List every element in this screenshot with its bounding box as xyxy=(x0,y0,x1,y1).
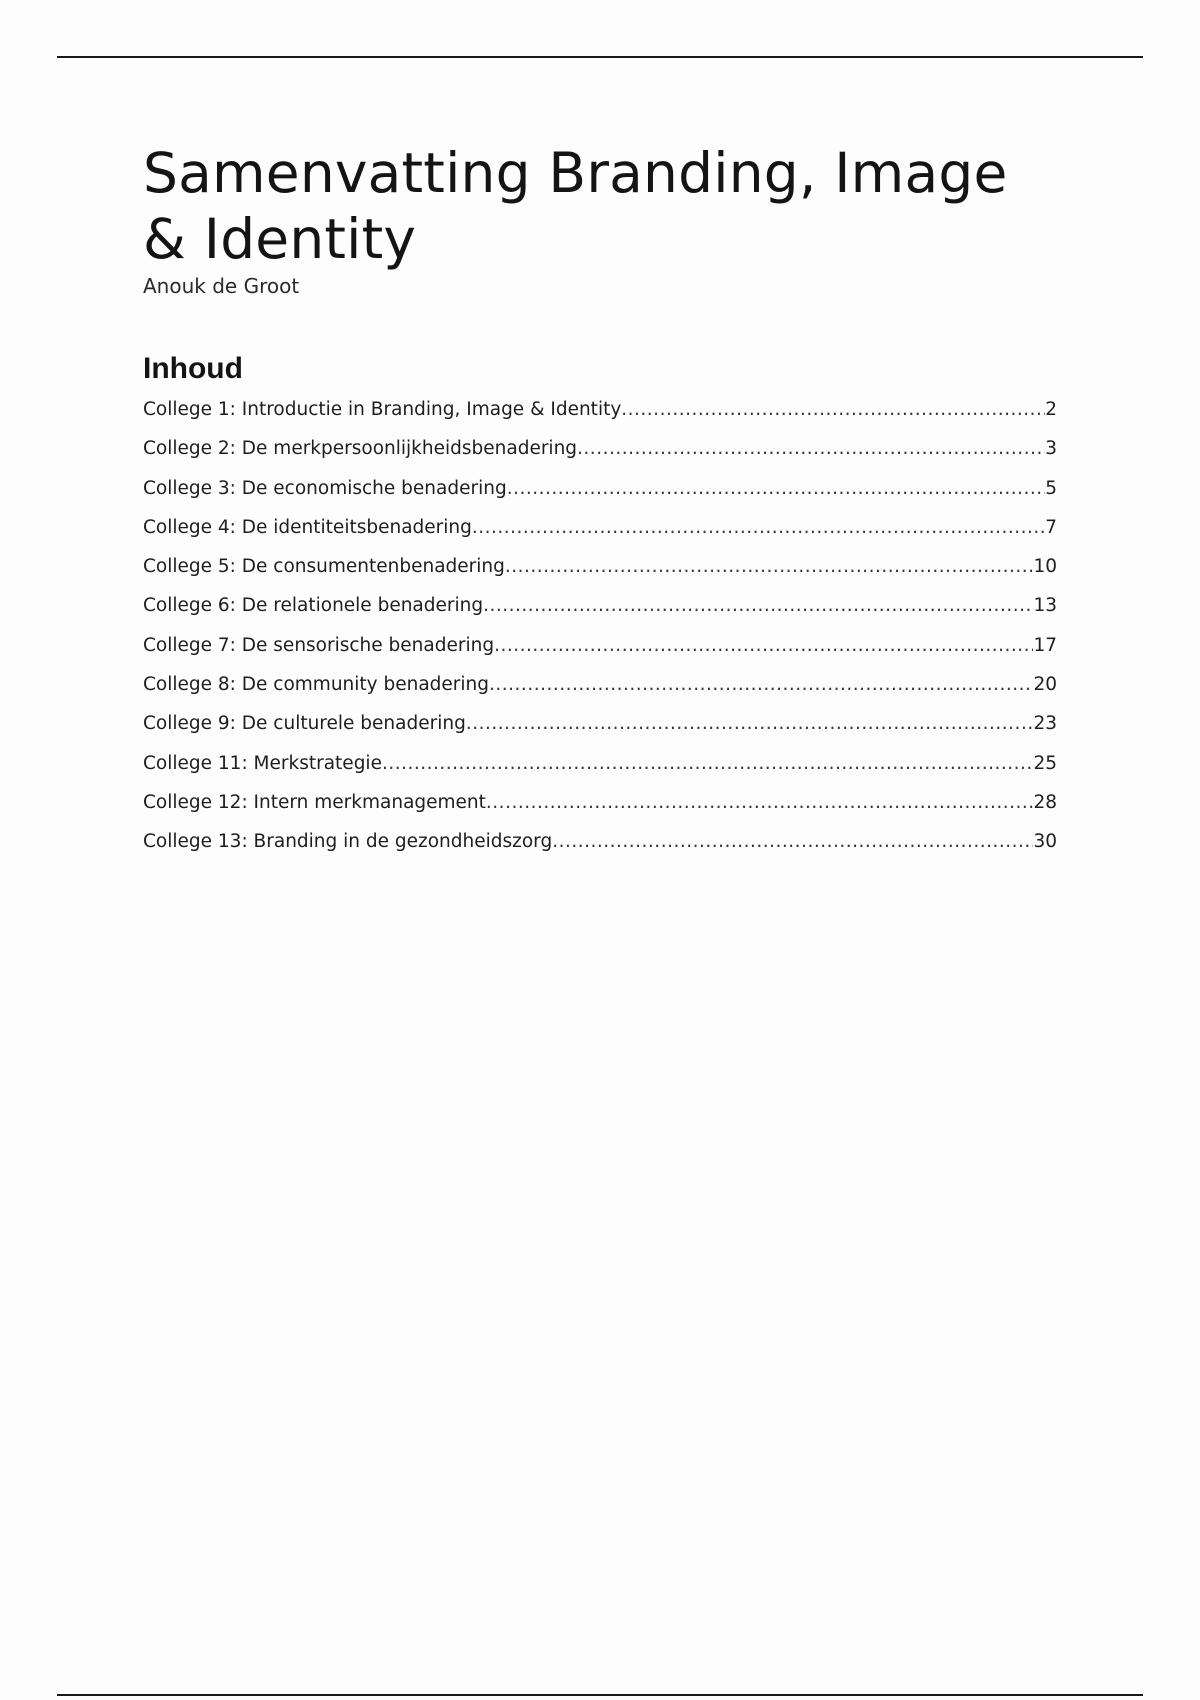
toc-entry-label: College 6: De relationele benadering xyxy=(143,595,484,617)
toc-entry-label: College 11: Merkstrategie xyxy=(143,752,382,774)
toc-entry-label: College 1: Introductie in Branding, Image & Identity xyxy=(143,399,622,420)
toc-dot-leader xyxy=(486,792,1034,813)
toc-dot-leader xyxy=(577,438,1045,459)
toc-entry-label: College 8: De community benadering xyxy=(143,674,490,696)
toc-entry-label: College 5: De consumentenbenadering xyxy=(143,556,505,578)
toc-entry-page: 28 xyxy=(1033,791,1057,813)
toc-entry[interactable] xyxy=(143,556,1057,595)
document-title: Samenvatting Branding, Image & Identity xyxy=(143,141,1008,271)
toc-entry[interactable] xyxy=(143,713,1057,752)
toc-entry-page: 20 xyxy=(1033,674,1057,696)
toc-entry-label: College 4: De identiteitsbenadering xyxy=(143,516,472,538)
toc-entry[interactable] xyxy=(143,635,1057,674)
toc-dot-leader xyxy=(507,478,1046,499)
toc-entry-page: 10 xyxy=(1033,556,1057,578)
toc-entry-page: 25 xyxy=(1033,752,1057,774)
toc-entry-page: 7 xyxy=(1045,516,1057,538)
toc-entry[interactable] xyxy=(143,792,1057,831)
toc-entry-page: 5 xyxy=(1045,477,1057,499)
toc-heading: Inhoud xyxy=(143,352,243,385)
toc-entry-page: 13 xyxy=(1033,595,1057,617)
toc-entry-label: College 7: De sensorische benadering xyxy=(143,634,495,656)
toc-entry[interactable] xyxy=(143,674,1057,713)
toc-entry-page: 23 xyxy=(1033,713,1057,735)
header-rule xyxy=(57,56,1143,58)
toc-entry[interactable] xyxy=(143,831,1057,870)
toc-entry-label: College 13: Branding in de gezondheidszorg xyxy=(143,831,553,853)
toc-dot-leader xyxy=(621,399,1045,420)
toc-dot-leader xyxy=(489,674,1033,695)
toc-entry[interactable] xyxy=(143,478,1057,517)
toc-entry-label: College 12: Intern merkmanagement xyxy=(143,791,486,813)
toc-entry-page: 3 xyxy=(1045,438,1057,460)
toc-dot-leader xyxy=(494,635,1033,656)
toc-entry-page: 30 xyxy=(1033,831,1057,853)
toc-entry-page: 17 xyxy=(1033,634,1057,656)
toc-dot-leader xyxy=(505,556,1034,577)
document-author: Anouk de Groot xyxy=(143,274,300,298)
toc-entry-page: 2 xyxy=(1045,399,1057,420)
toc-entry[interactable] xyxy=(143,399,1057,438)
toc-entry[interactable] xyxy=(143,517,1057,556)
toc-entry-label: College 9: De culturele benadering xyxy=(143,713,466,735)
toc-entry[interactable] xyxy=(143,595,1057,634)
toc-entry-label: College 3: De economische benadering xyxy=(143,477,507,499)
table-of-contents xyxy=(143,399,1057,871)
document-page xyxy=(143,140,1057,871)
toc-dot-leader xyxy=(552,831,1033,852)
toc-entry[interactable] xyxy=(143,438,1057,477)
toc-dot-leader xyxy=(382,753,1033,774)
toc-dot-leader xyxy=(483,595,1033,616)
toc-entry[interactable] xyxy=(143,753,1057,792)
toc-entry-label: College 2: De merkpersoonlijkheidsbenadering xyxy=(143,438,578,460)
toc-dot-leader xyxy=(472,517,1045,538)
toc-dot-leader xyxy=(466,713,1034,734)
footer-rule xyxy=(57,1694,1143,1696)
